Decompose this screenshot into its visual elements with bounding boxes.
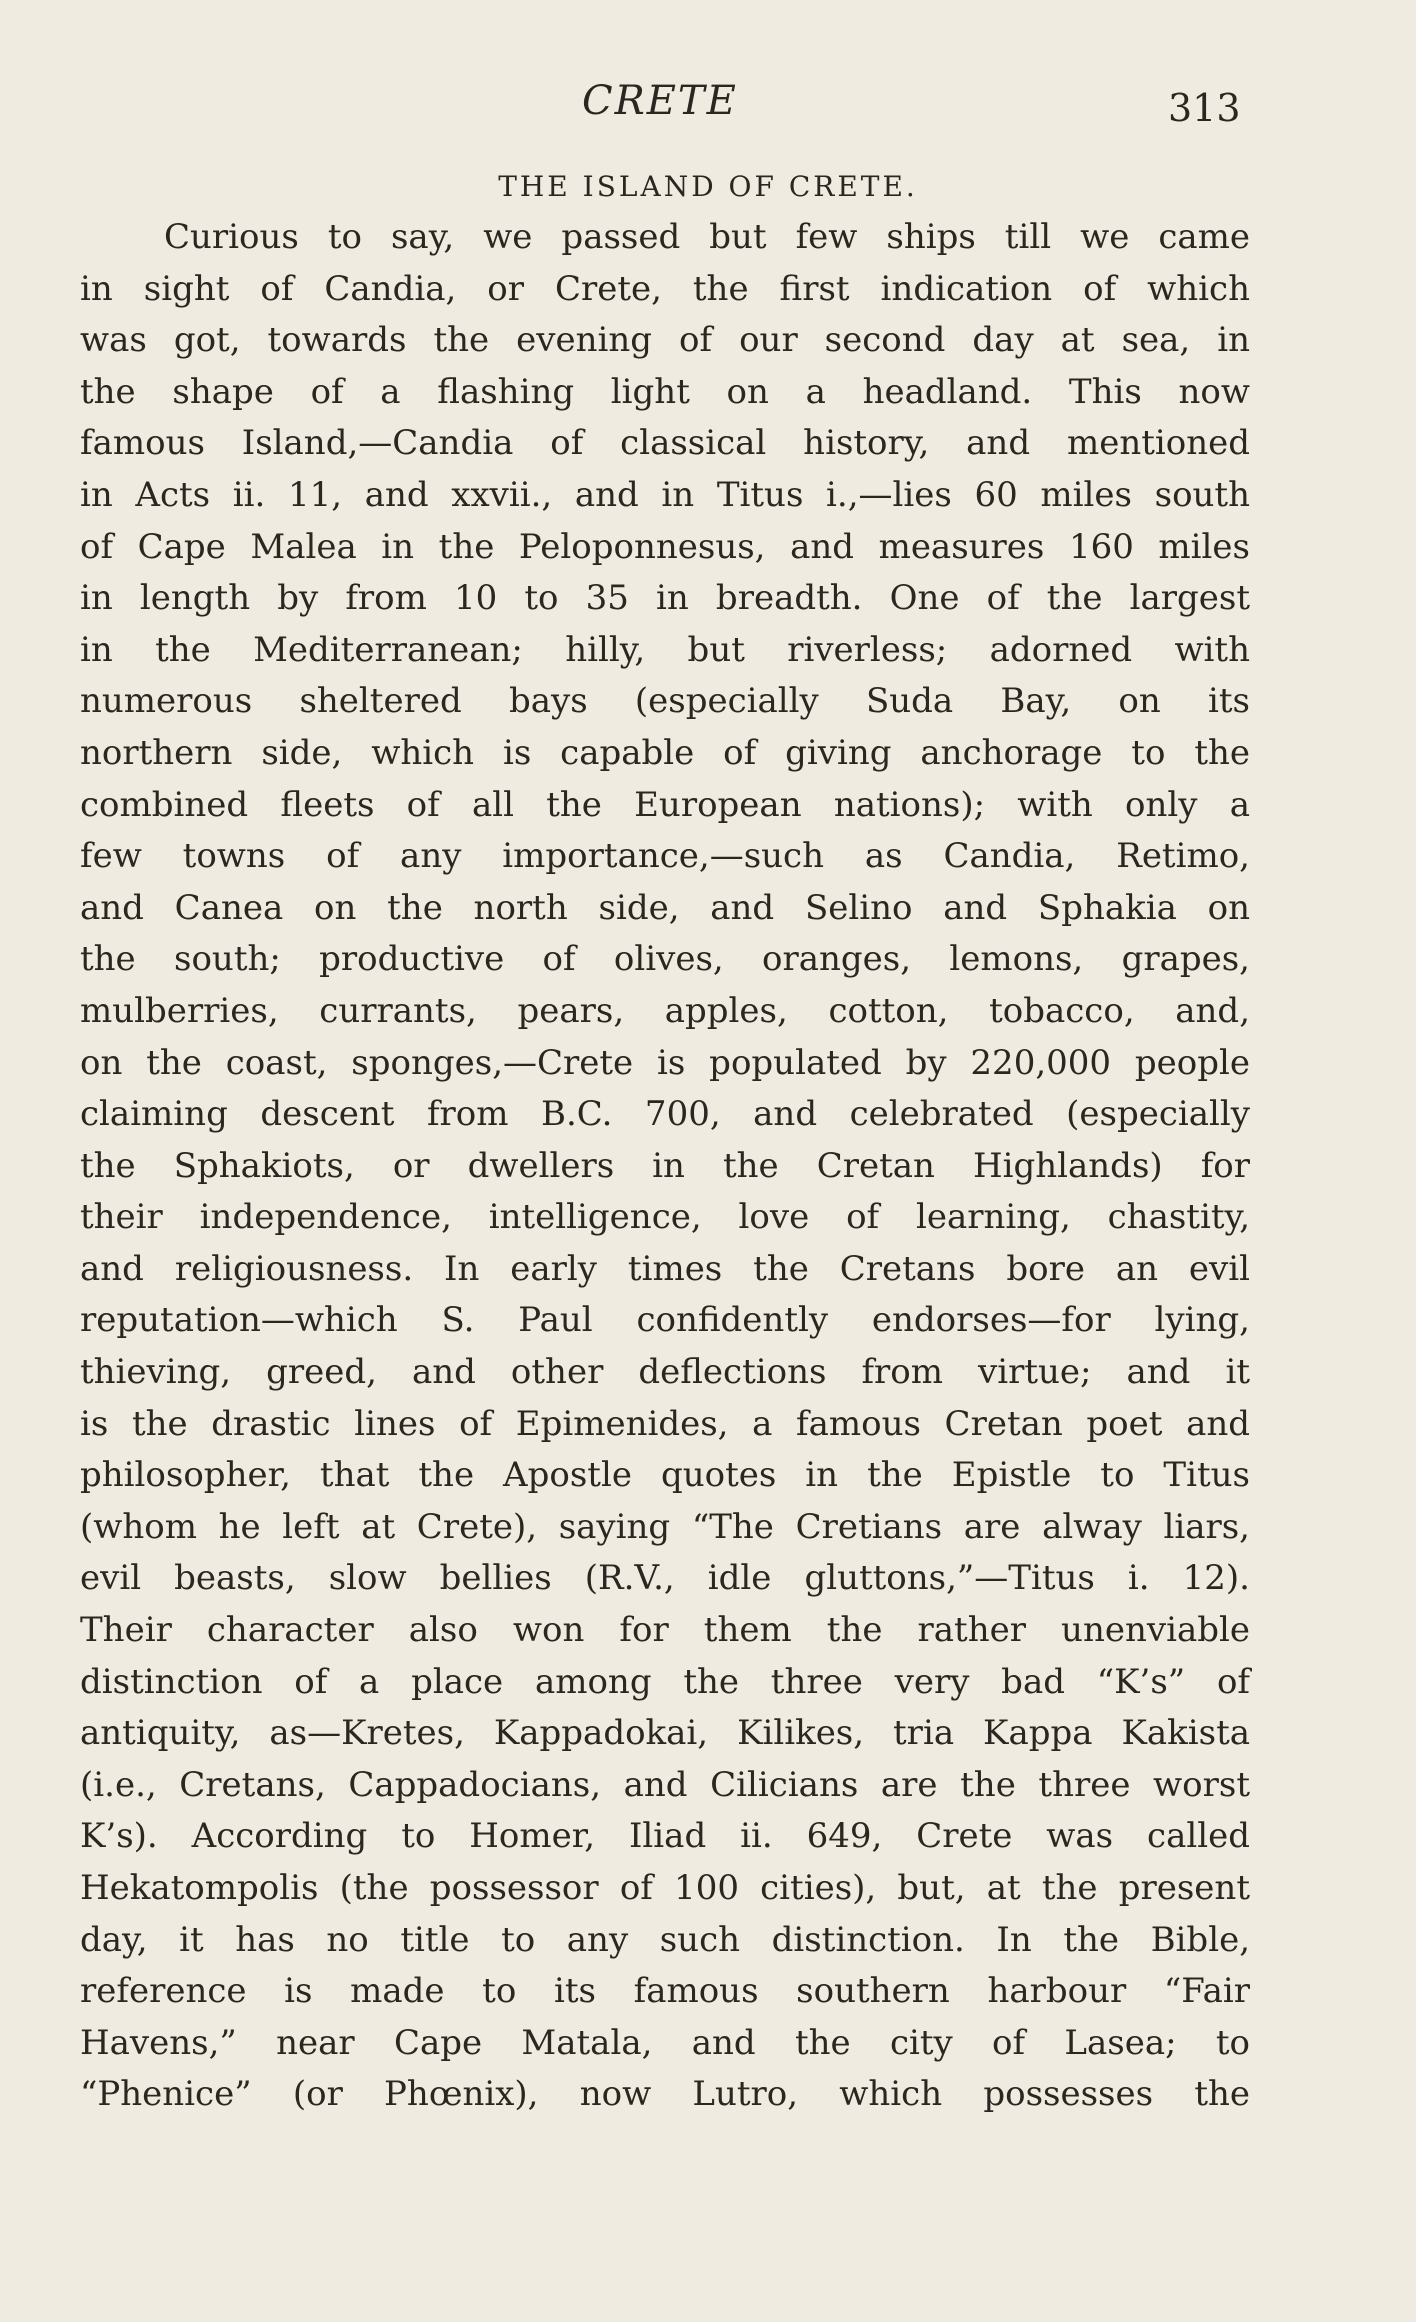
text-line: reputation—which S. Paul confidently endorses—for lying,	[80, 1300, 1250, 1341]
body-paragraph	[80, 212, 1250, 2121]
text-line: K’s). According to Homer, Iliad ii. 649, Crete was called	[80, 1816, 1250, 1857]
text-line: “Phenice” (or Phœnix), now Lutro, which possesses the	[80, 2074, 1250, 2115]
text-line: reference is made to its famous southern harbour “Fair	[80, 1971, 1250, 2012]
text-line: of Cape Malea in the Peloponnesus, and measures 160 miles	[80, 526, 1250, 567]
text-line: combined fleets of all the European nations); with only a	[80, 784, 1250, 825]
text-line: day, it has no title to any such distinction. In the Bible,	[80, 1919, 1250, 1960]
text-line: was got, towards the evening of our second day at sea, in	[80, 320, 1250, 361]
text-line: is the drastic lines of Epimenides, a famous Cretan poet and	[80, 1403, 1250, 1444]
text-line: Hekatompolis (the possessor of 100 cities), but, at the present	[80, 1868, 1250, 1908]
text-line: (i.e., Cretans, Cappadocians, and Cilicians are the three worst	[80, 1764, 1250, 1805]
text-line: evil beasts, slow bellies (R.V., idle gluttons,”—Titus i. 12).	[80, 1558, 1250, 1599]
text-line: and religiousness. In early times the Cretans bore an evil	[80, 1248, 1250, 1289]
text-line: in the Mediterranean; hilly, but riverless; adorned with	[80, 629, 1250, 670]
text-line: on the coast, sponges,—Crete is populated by 220,000 people	[80, 1042, 1250, 1083]
running-head-title: CRETE	[582, 78, 738, 124]
text-line: northern side, which is capable of giving anchorage to the	[80, 732, 1250, 773]
text-line: Curious to say, we passed but few ships till we came	[164, 217, 1250, 257]
text-line: thieving, greed, and other deflections from virtue; and it	[80, 1352, 1250, 1393]
text-line: in sight of Candia, or Crete, the first indication of which	[80, 268, 1250, 309]
text-line: their independence, intelligence, love of learning, chastity,	[80, 1197, 1250, 1238]
text-line: few towns of any importance,—such as Candia, Retimo,	[80, 836, 1250, 877]
text-line: (whom he left at Crete), saying “The Cretians are alway liars,	[80, 1506, 1250, 1547]
text-line: Their character also won for them the rather unenviable	[80, 1610, 1250, 1651]
text-line: mulberries, currants, pears, apples, cotton, tobacco, and,	[80, 990, 1250, 1031]
text-line: and Canea on the north side, and Selino and Sphakia on	[80, 887, 1250, 928]
text-line: claiming descent from B.C. 700, and celebrated (especially	[80, 1094, 1250, 1135]
page-number: 313	[1168, 86, 1241, 130]
text-line: famous Island,—Candia of classical history, and mentioned	[80, 423, 1250, 464]
text-line: the south; productive of olives, oranges, lemons, grapes,	[80, 939, 1250, 980]
text-line: numerous sheltered bays (especially Suda Bay, on its	[80, 681, 1250, 722]
text-line: distinction of a place among the three very bad “K’s” of	[80, 1661, 1250, 1702]
text-line: in length by from 10 to 35 in breadth. One of the largest	[80, 578, 1250, 619]
text-line: the shape of a flashing light on a headland. This now	[80, 371, 1250, 412]
text-line: philosopher, that the Apostle quotes in the Epistle to Titus	[80, 1455, 1250, 1496]
text-line: Havens,” near Cape Matala, and the city of Lasea; to	[80, 2022, 1250, 2063]
text-line: antiquity, as—Kretes, Kappadokai, Kilikes, tria Kappa Kakista	[80, 1713, 1250, 1754]
running-head	[0, 72, 1416, 132]
section-heading: THE ISLAND OF CRETE.	[498, 170, 918, 203]
text-line: in Acts ii. 11, and xxvii., and in Titus i.,—lies 60 miles south	[80, 474, 1250, 515]
text-line: the Sphakiots, or dwellers in the Cretan Highlands) for	[80, 1145, 1250, 1186]
